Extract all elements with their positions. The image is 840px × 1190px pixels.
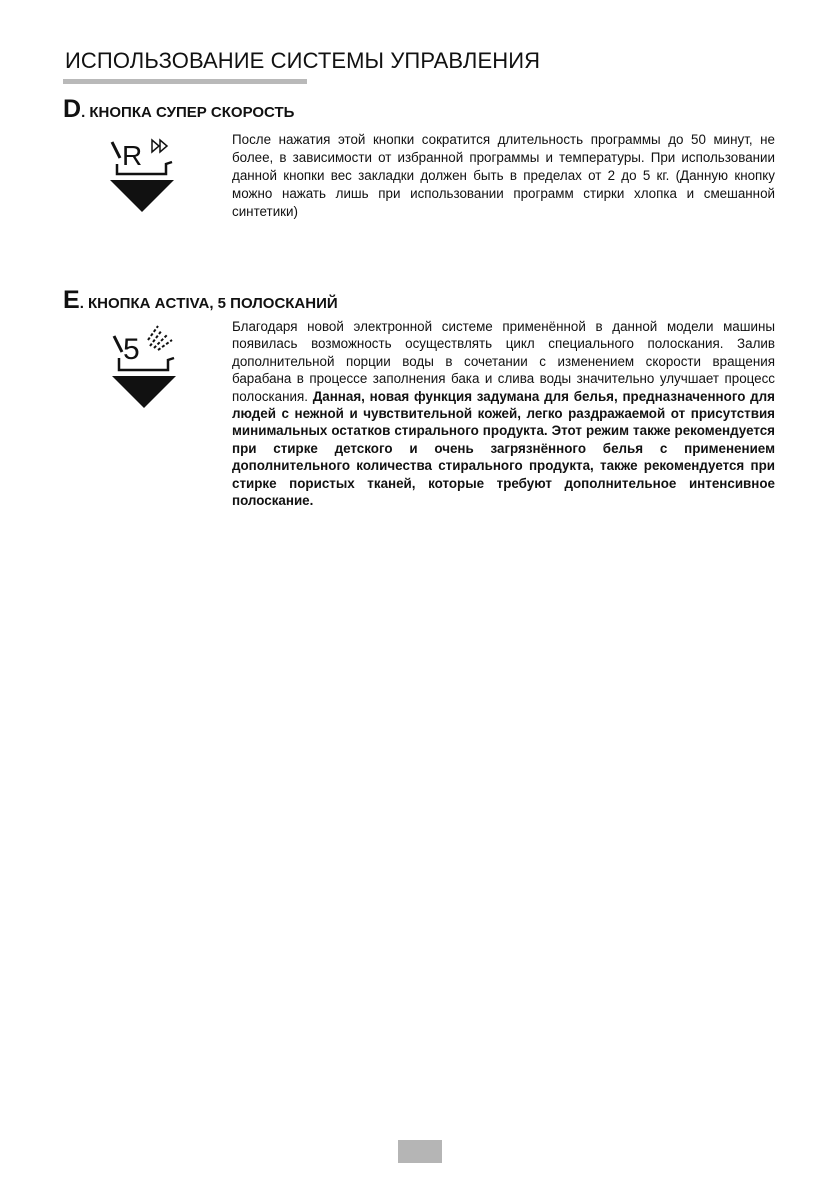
page-number-box	[398, 1140, 442, 1163]
section-letter: E	[63, 286, 80, 314]
section-e-text-regular: Благодаря новой электронной системе применённой в данной модели машины появилась возможность осуществлять цикл специального полоскания. Залив дополнительной порции воды в сочетании с изменением скорости вращения барабана в процессе заполнения бака и слива воды значительно улучшает процесс полоскания.	[232, 319, 775, 404]
section-e-heading	[63, 286, 338, 315]
title-underline-bar	[63, 79, 307, 84]
section-e-text-bold: Данная, новая функция задумана для белья, предназначенного для людей с нежной и чувствительной кожей, легко раздражаемой от присутствия минимальных остатков стирального продукта. Этот режим также рекомендуется при стирке детского и очень загрязнённого белья с применением дополнительного количества стирального продукта, также рекомендуется при стирке пористых тканей, которые требуют дополнительное интенсивное полоскание.	[232, 388, 775, 509]
section-letter: D	[63, 95, 82, 123]
icon-label: R	[122, 140, 143, 171]
shower-spray-icon	[148, 326, 172, 350]
section-title: . КНОПКА СУПЕР СКОРОСТЬ	[81, 104, 295, 121]
section-d-text: После нажатия этой кнопки сократится длительность программы до 50 минут, не более, в зависимости от избранной программы и температуры. При использовании данной кнопки вес закладки должен быть в пределах от 2 до 5 кг. (Данную кнопку можно нажать лишь при использовании программ стирки хлопка и смешанной синтетики)	[232, 132, 775, 219]
section-e-text	[232, 318, 775, 509]
icon-label: 5	[123, 333, 140, 366]
page-title: ИСПОЛЬЗОВАНИЕ СИСТЕМЫ УПРАВЛЕНИЯ	[65, 48, 541, 73]
super-speed-icon	[108, 136, 188, 214]
section-title: . КНОПКА ACTIVA, 5 ПОЛОСКАНИЙ	[79, 295, 338, 312]
section-d-heading	[63, 95, 294, 124]
activa-rinse-icon	[110, 320, 190, 420]
